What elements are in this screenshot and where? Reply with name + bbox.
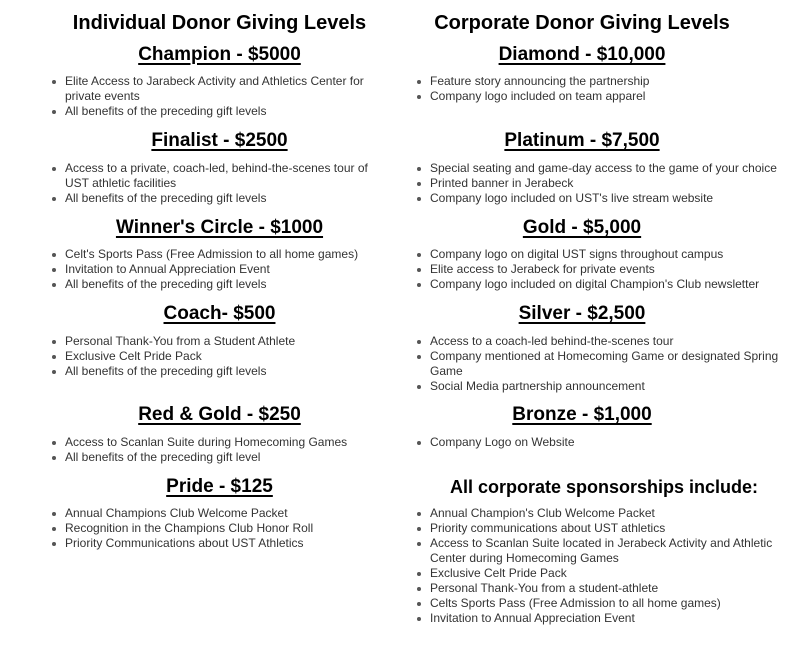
list-item: Elite access to Jerabeck for private events [430,262,790,277]
level-heading-coach: Coach- $500 [163,303,276,324]
individual-column-title: Individual Donor Giving Levels [72,12,367,34]
level-heading-diamond: Diamond - $10,000 [498,44,666,65]
benefits-list-gold [412,247,790,292]
list-item: Recognition in the Champions Club Honor Roll [65,521,385,536]
level-heading-gold: Gold - $5,000 [522,217,642,238]
list-item: All benefits of the preceding gift levels [65,277,385,292]
list-item: Feature story announcing the partnership [430,74,790,89]
benefits-list-champion [47,74,385,119]
level-heading-platinum: Platinum - $7,500 [504,130,660,151]
list-item: Exclusive Celt Pride Pack [430,566,790,581]
corporate-column-title: Corporate Donor Giving Levels [434,12,730,34]
benefits-list-all-sponsorships [412,506,790,626]
benefits-list-pride [47,506,385,551]
list-item: Celt's Sports Pass (Free Admission to all home games) [65,247,385,262]
list-item: Printed banner in Jerabeck [430,176,790,191]
level-heading-bronze: Bronze - $1,000 [512,404,652,425]
list-item: Company logo included on team apparel [430,89,790,104]
level-heading-finalist: Finalist - $2500 [151,130,288,151]
list-item: Invitation to Annual Appreciation Event [430,611,790,626]
list-item: Company logo included on digital Champion's Club newsletter [430,277,790,292]
list-item: Social Media partnership announcement [430,379,790,394]
list-item: All benefits of the preceding gift levels [65,104,385,119]
list-item: Company logo included on UST's live stream website [430,191,790,206]
level-heading-champion: Champion - $5000 [138,44,301,65]
list-item: Company Logo on Website [430,435,790,450]
list-item: Company logo on digital UST signs throughout campus [430,247,790,262]
list-item: Exclusive Celt Pride Pack [65,349,385,364]
list-item: Celts Sports Pass (Free Admission to all home games) [430,596,790,611]
list-item: All benefits of the preceding gift level [65,450,385,465]
list-item: Annual Champion's Club Welcome Packet [430,506,790,521]
all-sponsorships-heading: All corporate sponsorships include: [449,477,759,497]
list-item: Personal Thank-You from a Student Athlete [65,334,385,349]
list-item: Elite Access to Jarabeck Activity and Athletics Center for private events [65,74,385,104]
list-item: Access to a private, coach-led, behind-the-scenes tour of UST athletic facilities [65,161,385,191]
benefits-list-coach [47,334,385,379]
list-item: All benefits of the preceding gift levels [65,364,385,379]
list-item: Company mentioned at Homecoming Game or designated Spring Game [430,349,790,379]
benefits-list-diamond [412,74,790,104]
list-item: Access to Scanlan Suite located in Jerabeck Activity and Athletic Center during Homecoming Games [430,536,790,566]
list-item: Priority Communications about UST Athletics [65,536,385,551]
list-item: All benefits of the preceding gift levels [65,191,385,206]
benefits-list-platinum [412,161,790,206]
benefits-list-finalist [47,161,385,206]
list-item: Annual Champions Club Welcome Packet [65,506,385,521]
list-item: Priority communications about UST athletics [430,521,790,536]
list-item: Access to Scanlan Suite during Homecoming Games [65,435,385,450]
benefits-list-silver [412,334,790,394]
list-item: Access to a coach-led behind-the-scenes tour [430,334,790,349]
benefits-list-red-and-gold [47,435,385,465]
level-heading-red-and-gold: Red & Gold - $250 [138,404,301,425]
list-item: Invitation to Annual Appreciation Event [65,262,385,277]
level-heading-winners-circle: Winner's Circle - $1000 [115,217,324,238]
benefits-list-bronze [412,435,790,450]
list-item: Special seating and game-day access to the game of your choice [430,161,790,176]
list-item: Personal Thank-You from a student-athlete [430,581,790,596]
benefits-list-winners-circle [47,247,385,292]
level-heading-silver: Silver - $2,500 [518,303,646,324]
level-heading-pride: Pride - $125 [166,476,273,497]
